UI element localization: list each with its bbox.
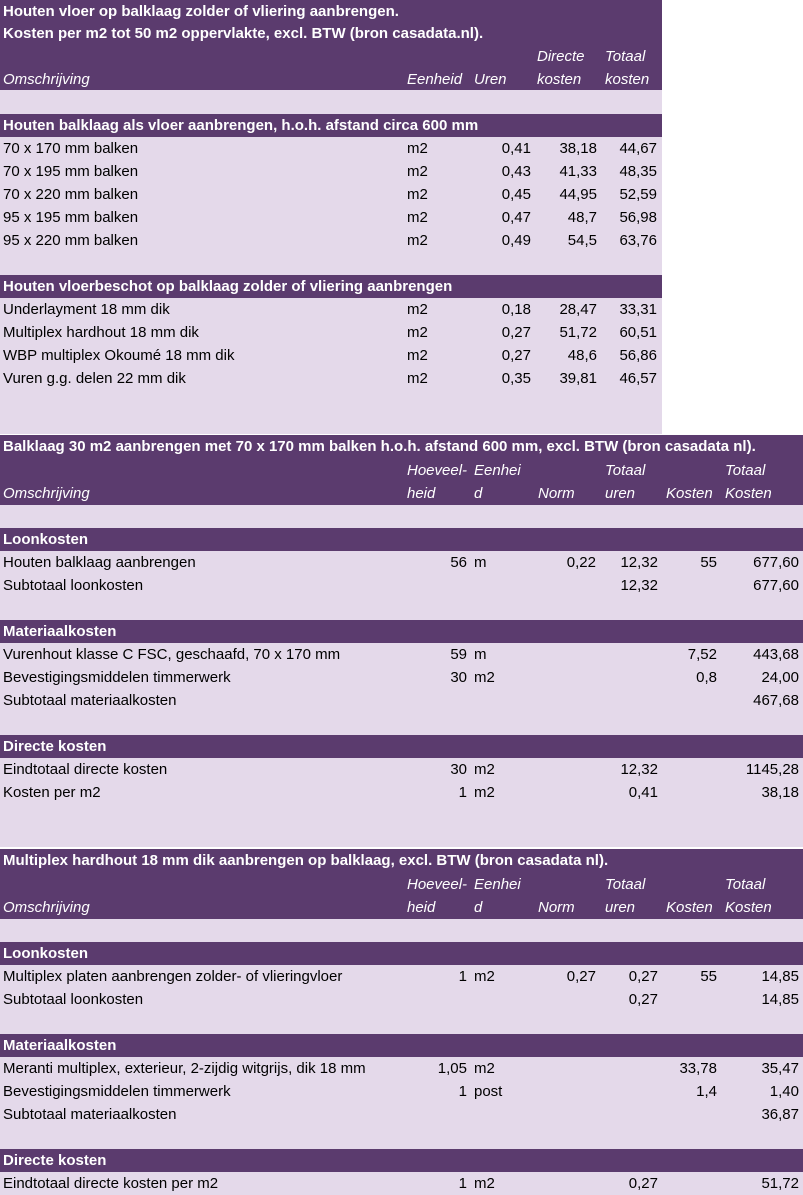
section-floor-prices	[0, 0, 662, 434]
table-row	[0, 160, 662, 183]
group-heading-vloerbeschot	[0, 275, 662, 298]
col-eenheid-top: Eenhei	[474, 462, 521, 479]
row-unit: m	[474, 646, 487, 663]
row-unit: m2	[407, 301, 428, 318]
row-hours: 0,41	[501, 140, 531, 157]
section2-title: Balklaag 30 m2 aanbrengen met 70 x 170 mm balken h.o.h. afstand 600 mm, excl. BTW (bron casadata nl).	[3, 438, 756, 455]
row-hours: 0,35	[501, 370, 531, 387]
row-unit: m2	[407, 324, 428, 341]
row-description: Houten balklaag aanbrengen	[3, 554, 196, 571]
row-total: 677,60	[753, 554, 799, 571]
table-row	[0, 781, 803, 804]
row-unit: m2	[407, 186, 428, 203]
row-total: 38,18	[761, 784, 799, 801]
col-kosten: Kosten	[666, 899, 713, 916]
loonkosten-heading-text: Loonkosten	[3, 945, 88, 962]
row-direct-cost: 28,47	[559, 301, 597, 318]
col-norm: Norm	[538, 899, 575, 916]
row-hours: 0,45	[501, 186, 531, 203]
row-description: Subtotaal materiaalkosten	[3, 1106, 177, 1123]
table-row	[0, 321, 662, 344]
row-direct-cost: 41,33	[559, 163, 597, 180]
section-balklaag-calc	[0, 435, 803, 847]
row-description: 95 x 195 mm balken	[3, 209, 139, 226]
section2-header	[0, 435, 803, 505]
row-unit: m2	[474, 761, 495, 778]
table-row	[0, 643, 803, 666]
row-unit: m2	[407, 232, 428, 249]
col-hoeveelheid-bottom: heid	[407, 899, 436, 916]
row-total-cost: 44,67	[619, 140, 657, 157]
row-cost: 7,52	[687, 646, 717, 663]
table-row	[0, 1057, 803, 1080]
section1-title: Houten vloer op balklaag zolder of vliering aanbrengen.	[3, 3, 399, 20]
row-unit: m2	[474, 669, 495, 686]
materiaalkosten-heading	[0, 1034, 803, 1057]
row-hours: 0,27	[628, 1175, 658, 1192]
row-description: WBP multiplex Okoumé 18 mm dik	[3, 347, 235, 364]
col-totaal-kosten-bottom: Kosten	[725, 899, 772, 916]
row-total-cost: 46,57	[619, 370, 657, 387]
col-kosten: Kosten	[666, 485, 713, 502]
row-total-cost: 52,59	[619, 186, 657, 203]
row-total: 14,85	[761, 968, 799, 985]
directe-kosten-heading-text: Directe kosten	[3, 738, 107, 755]
row-direct-cost: 44,95	[559, 186, 597, 203]
row-description: Subtotaal loonkosten	[3, 991, 144, 1008]
table-row	[0, 298, 662, 321]
col-norm: Norm	[538, 485, 575, 502]
row-description: Meranti multiplex, exterieur, 2-zijdig witgrijs, dik 18 mm	[3, 1060, 366, 1077]
row-description: Kosten per m2	[3, 784, 101, 801]
row-total: 443,68	[753, 646, 799, 663]
row-direct-cost: 48,6	[567, 347, 597, 364]
table-row	[0, 183, 662, 206]
row-description: Eindtotaal directe kosten per m2	[3, 1175, 219, 1192]
row-unit: m2	[407, 209, 428, 226]
row-hours: 12,32	[620, 577, 658, 594]
row-quantity: 56	[450, 554, 467, 571]
col-eenheid-top: Eenhei	[474, 876, 521, 893]
row-total: 677,60	[753, 577, 799, 594]
col-totaal-kosten-top: Totaal	[725, 462, 766, 479]
row-quantity: 1	[458, 1083, 467, 1100]
col-totaal-uren-top: Totaal	[605, 876, 646, 893]
section3-title: Multiplex hardhout 18 mm dik aanbrengen op balklaag, excl. BTW (bron casadata nl).	[3, 852, 609, 869]
row-total: 51,72	[761, 1175, 799, 1192]
row-total-cost: 56,98	[619, 209, 657, 226]
table-row	[0, 344, 662, 367]
row-total: 1145,28	[745, 761, 799, 778]
row-direct-cost: 48,7	[567, 209, 597, 226]
subtotal-row	[0, 574, 803, 597]
row-description: Vuren g.g. delen 22 mm dik	[3, 370, 186, 387]
row-unit: m2	[407, 163, 428, 180]
subtotal-row	[0, 689, 803, 712]
section1-header	[0, 0, 662, 90]
materiaalkosten-heading	[0, 620, 803, 643]
col-totaal-top: Totaal	[605, 48, 646, 65]
row-unit: m2	[407, 347, 428, 364]
col-uren: Uren	[474, 71, 507, 88]
col-hoeveelheid-top: Hoeveel-	[407, 462, 468, 479]
row-description: Vurenhout klasse C FSC, geschaafd, 70 x 170 mm	[3, 646, 341, 663]
col-totaal-uren-top: Totaal	[605, 462, 646, 479]
col-omschrijving: Omschrijving	[3, 485, 90, 502]
row-hours: 0,27	[501, 347, 531, 364]
subtotal-row	[0, 1103, 803, 1126]
row-unit: m2	[474, 968, 495, 985]
row-cost: 0,8	[696, 669, 717, 686]
row-cost: 1,4	[696, 1083, 717, 1100]
row-hours: 12,32	[620, 554, 658, 571]
col-eenheid-bottom: d	[474, 485, 483, 502]
table-row	[0, 965, 803, 988]
row-total-cost: 33,31	[619, 301, 657, 318]
materiaalkosten-heading-text: Materiaalkosten	[3, 1037, 117, 1054]
col-eenheid-bottom: d	[474, 899, 483, 916]
group-heading-text: Houten balklaag als vloer aanbrengen, h.o.h. afstand circa 600 mm	[3, 117, 479, 134]
col-hoeveelheid-top: Hoeveel-	[407, 876, 468, 893]
table-row	[0, 229, 662, 252]
col-totaal-bottom: kosten	[605, 71, 650, 88]
row-total-cost: 48,35	[619, 163, 657, 180]
table-row	[0, 1172, 803, 1195]
row-total: 24,00	[761, 669, 799, 686]
col-totaal-uren-bottom: uren	[605, 485, 636, 502]
col-omschrijving: Omschrijving	[3, 71, 90, 88]
section1-subtitle: Kosten per m2 tot 50 m2 oppervlakte, excl. BTW (bron casadata.nl).	[3, 25, 484, 42]
col-directe-bottom: kosten	[537, 71, 582, 88]
row-quantity: 1	[458, 968, 467, 985]
row-hours: 0,49	[501, 232, 531, 249]
loonkosten-heading	[0, 942, 803, 965]
row-hours: 0,27	[501, 324, 531, 341]
col-totaal-kosten-top: Totaal	[725, 876, 766, 893]
col-eenheid: Eenheid	[407, 71, 463, 88]
directe-kosten-heading	[0, 735, 803, 758]
row-quantity: 1,05	[437, 1060, 467, 1077]
subtotal-row	[0, 988, 803, 1011]
group-heading-text: Houten vloerbeschot op balklaag zolder of vliering aanbrengen	[3, 278, 453, 295]
row-hours: 0,41	[628, 784, 658, 801]
row-hours: 0,18	[501, 301, 531, 318]
col-totaal-uren-bottom: uren	[605, 899, 636, 916]
row-direct-cost: 39,81	[559, 370, 597, 387]
group-heading-balklaag	[0, 114, 662, 137]
table-row	[0, 758, 803, 781]
row-description: Eindtotaal directe kosten	[3, 761, 168, 778]
col-directe-top: Directe	[537, 48, 585, 65]
section-multiplex-calc	[0, 849, 803, 1195]
table-row	[0, 1080, 803, 1103]
row-total: 35,47	[761, 1060, 799, 1077]
row-unit: m2	[474, 1060, 495, 1077]
row-description: 70 x 220 mm balken	[3, 186, 139, 203]
row-cost: 55	[700, 968, 717, 985]
col-hoeveelheid-bottom: heid	[407, 485, 436, 502]
table-row	[0, 137, 662, 160]
row-hours: 0,43	[501, 163, 531, 180]
row-direct-cost: 54,5	[567, 232, 597, 249]
row-unit: m2	[407, 140, 428, 157]
row-unit: m	[474, 554, 487, 571]
table-row	[0, 551, 803, 574]
row-hours: 0,47	[501, 209, 531, 226]
row-total: 14,85	[761, 991, 799, 1008]
row-cost: 55	[700, 554, 717, 571]
row-direct-cost: 51,72	[559, 324, 597, 341]
row-total-cost: 60,51	[619, 324, 657, 341]
row-description: Underlayment 18 mm dik	[3, 301, 170, 318]
row-unit: m2	[407, 370, 428, 387]
row-cost: 33,78	[679, 1060, 717, 1077]
table-row	[0, 666, 803, 689]
materiaalkosten-heading-text: Materiaalkosten	[3, 623, 117, 640]
row-total-cost: 56,86	[619, 347, 657, 364]
row-unit: m2	[474, 784, 495, 801]
directe-kosten-heading-text: Directe kosten	[3, 1152, 107, 1169]
row-total: 36,87	[761, 1106, 799, 1123]
row-quantity: 30	[450, 761, 467, 778]
col-omschrijving: Omschrijving	[3, 899, 90, 916]
row-description: 70 x 195 mm balken	[3, 163, 139, 180]
row-hours: 12,32	[620, 761, 658, 778]
col-totaal-kosten-bottom: Kosten	[725, 485, 772, 502]
row-total: 1,40	[769, 1083, 799, 1100]
table-row	[0, 206, 662, 229]
row-description: Bevestigingsmiddelen timmerwerk	[3, 1083, 231, 1100]
row-norm: 0,27	[566, 968, 596, 985]
row-description: 70 x 170 mm balken	[3, 140, 139, 157]
row-quantity: 1	[458, 1175, 467, 1192]
loonkosten-heading	[0, 528, 803, 551]
row-norm: 0,22	[566, 554, 596, 571]
row-unit: post	[474, 1083, 503, 1100]
row-total-cost: 63,76	[619, 232, 657, 249]
row-hours: 0,27	[628, 991, 658, 1008]
row-direct-cost: 38,18	[559, 140, 597, 157]
row-description: Bevestigingsmiddelen timmerwerk	[3, 669, 231, 686]
table-row	[0, 367, 662, 390]
row-quantity: 30	[450, 669, 467, 686]
row-hours: 0,27	[628, 968, 658, 985]
row-quantity: 59	[450, 646, 467, 663]
section3-header	[0, 849, 803, 919]
row-description: Multiplex platen aanbrengen zolder- of vlieringvloer	[3, 968, 343, 985]
row-quantity: 1	[458, 784, 467, 801]
directe-kosten-heading	[0, 1149, 803, 1172]
row-description: 95 x 220 mm balken	[3, 232, 139, 249]
row-description: Multiplex hardhout 18 mm dik	[3, 324, 199, 341]
row-total: 467,68	[753, 692, 799, 709]
row-unit: m2	[474, 1175, 495, 1192]
row-description: Subtotaal materiaalkosten	[3, 692, 177, 709]
row-description: Subtotaal loonkosten	[3, 577, 144, 594]
loonkosten-heading-text: Loonkosten	[3, 531, 88, 548]
